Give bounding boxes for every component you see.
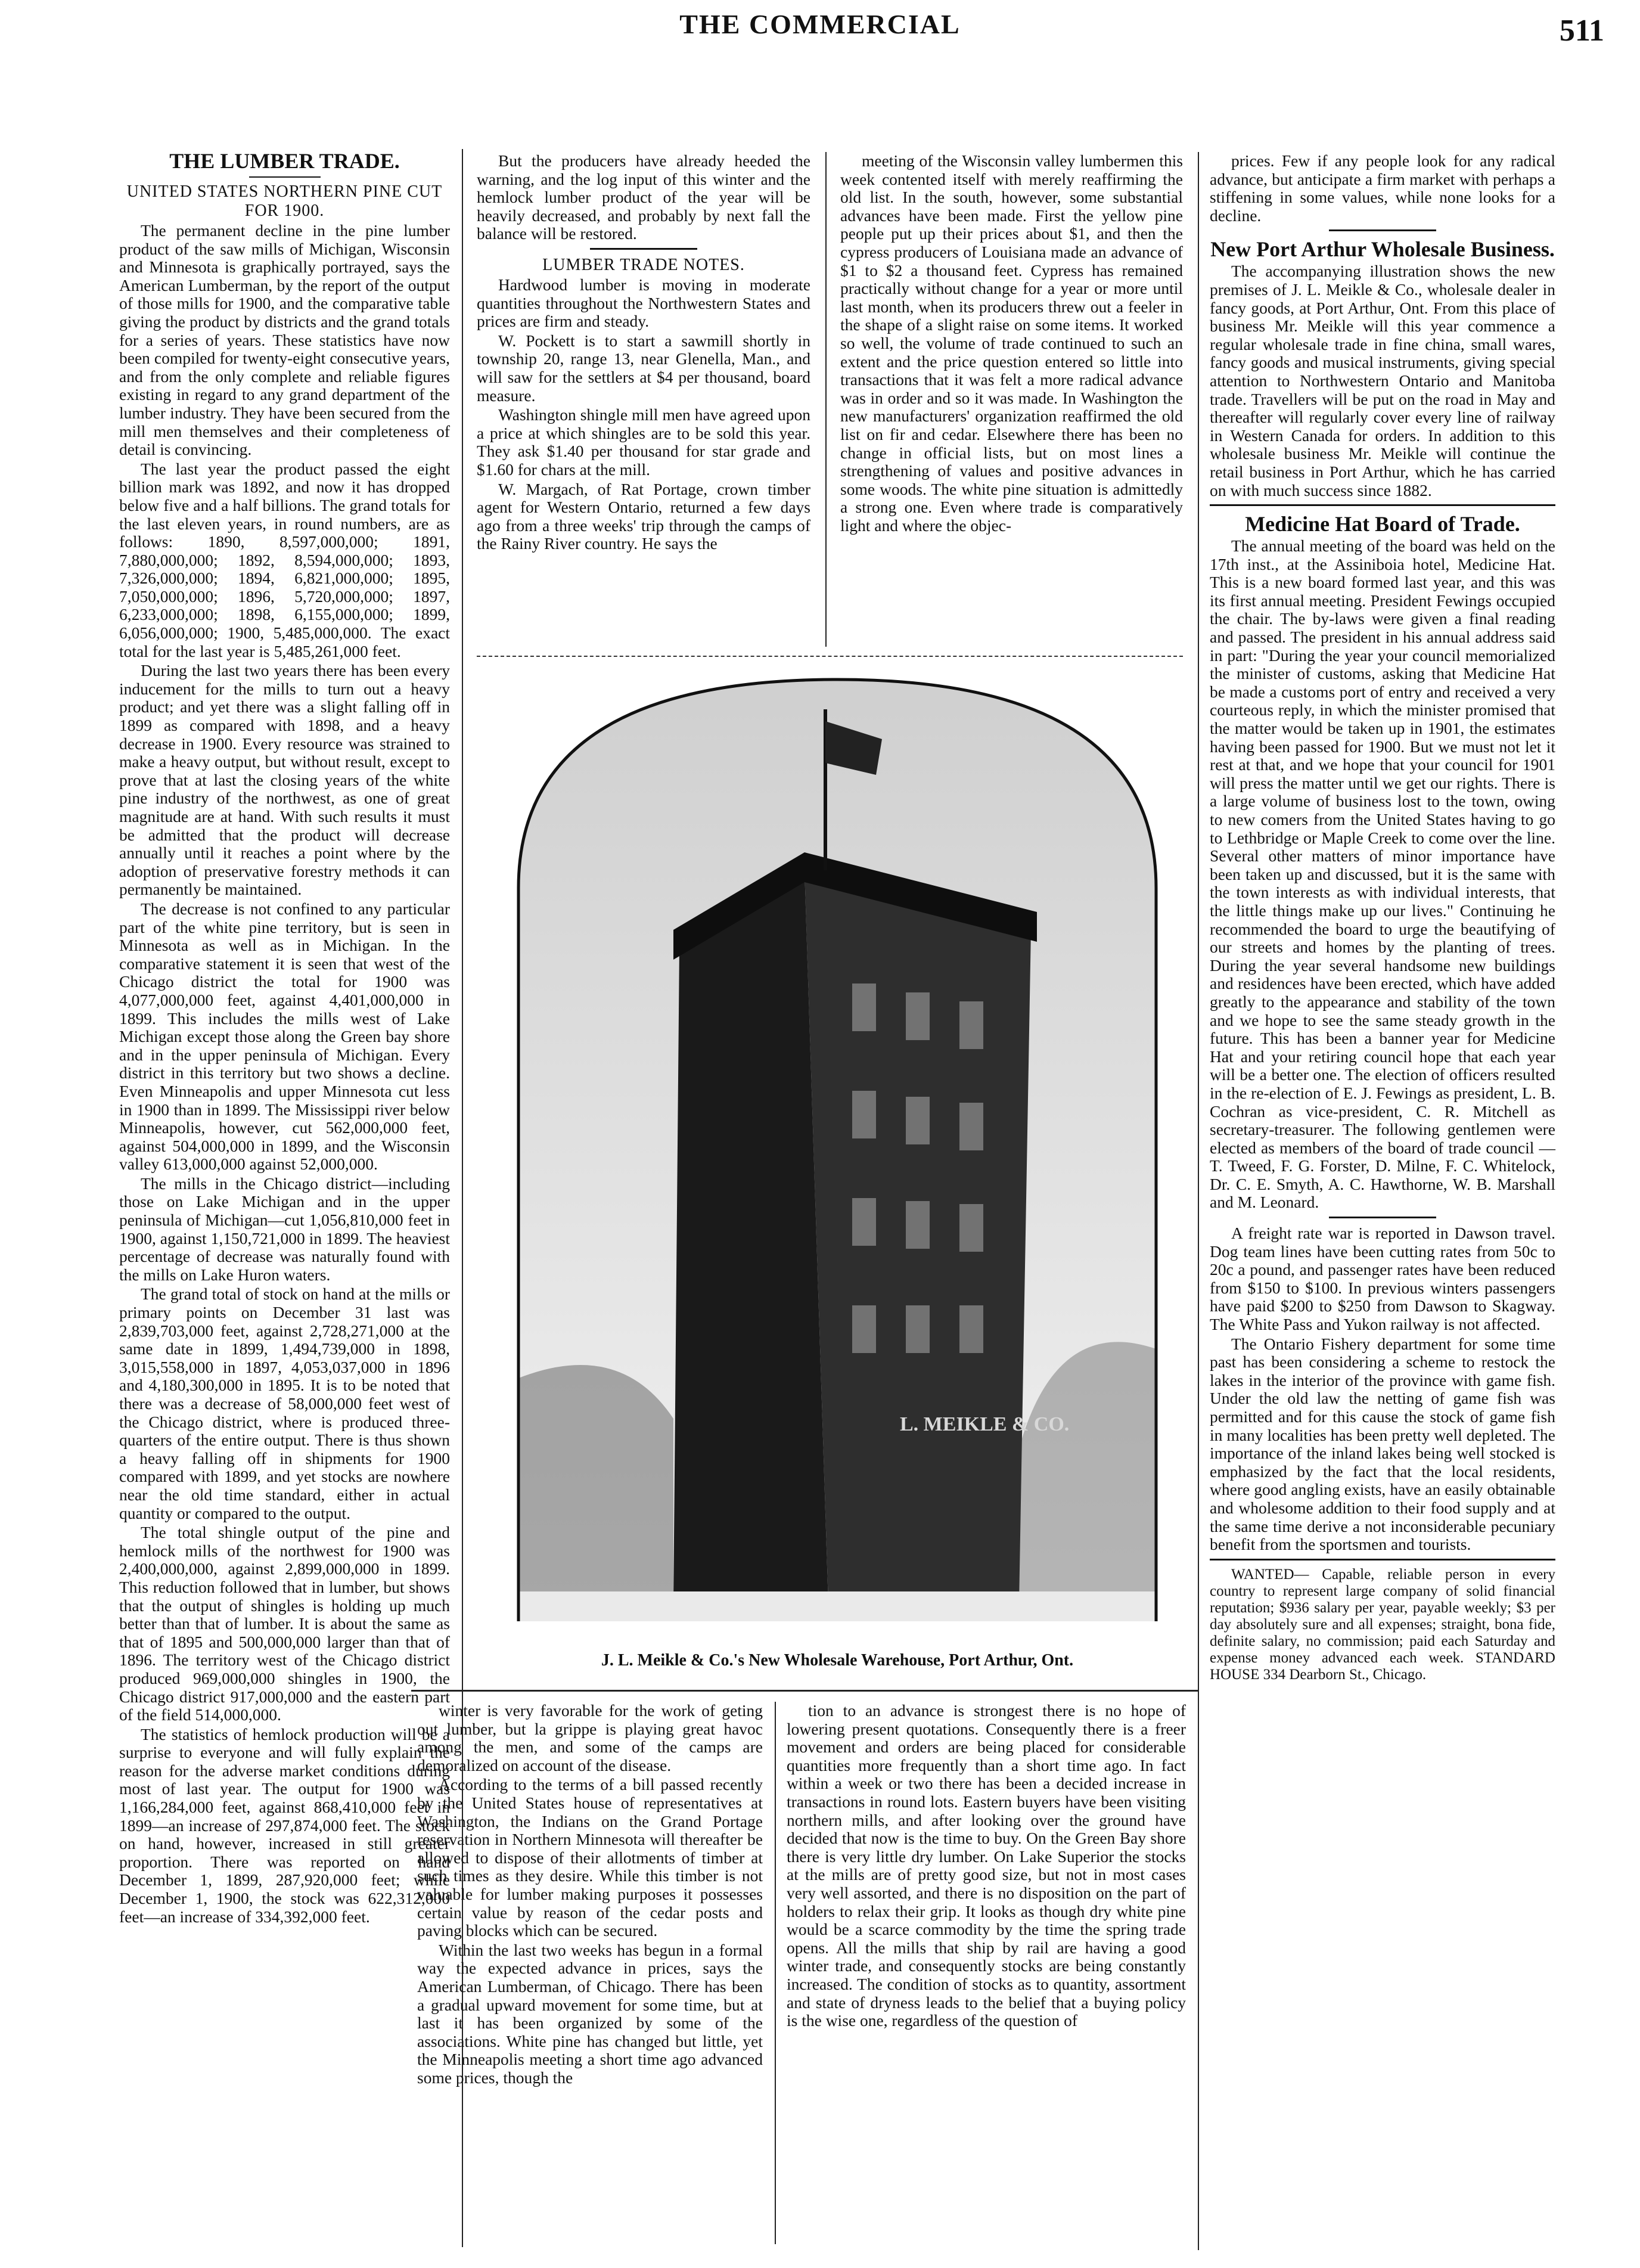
article-paragraph: During the last two years there has been every inducement for the mills to turn out a heavy product; and yet there was a slight falling off in 1899 as compared with 1898, and a heavy decrease in 1900. Every resource was strained to make a heavy output, but without result, except to prove that at last the closing years of the white pine industry of the northwest, as one of great magnitude are at hand. With such results it must be admitted that the product will decrease annually until it reaches a point where by the adoption of preservative forestry methods it can permanently be maintained. [119,661,450,899]
warehouse-illustration [495,674,1180,1621]
news-item-paragraph: A freight rate war is reported in Dawson travel. Dog team lines have been cutting rates from 50c to 20c a pound, and passenger rates have been reduced from $150 to $100. In previous winters passengers have paid $200 to $250 from Dawson to Skagway. The White Pass and Yukon railway is not affected. [1210,1224,1555,1334]
lumber-note-paragraph: Hardwood lumber is moving in moderate quantities throughout the Northwestern States and prices are firm and steady. [477,275,810,331]
article-paragraph: The decrease is not confined to any particular part of the white pine territory, but is seen in Minnesota as well as in Michigan. In the comparative statement it is seen that west of the Chicago district the total for 1900 was 4,077,000,000 feet, against 4,401,000,000 in 1899. This includes the mills west of Lake Michigan except those along the Green bay shore and in the upper peninsula of Michigan. Every district in this territory but two shows a decline. Even Minneapolis and upper Minnesota cut less in 1900 than in 1899. The Mississippi river below Minneapolis, however, cut 562,000,000 feet, against 504,000,000 in 1899, and the Wisconsin valley 613,000,000 against 52,000,000. [119,899,450,1174]
lumber-trade-notes-heading: LUMBER TRADE NOTES. [542,255,745,274]
news-item-paragraph: The Ontario Fishery department for some time past has been considering a scheme to restock the lakes in the interior of the province with game fish. Under the old law the netting of game fish was permitted and for this cause the stock of game fish in many localities has been pretty well depleted. The importance of the inland lakes being well stocked is emphasized by the fact that the local residents, where good angling exists, have an easily obtainable and wholesome addition to their food supply and at the same time derive a not inconsiderable pecuniary benefit from the sportsmen and tourists. [1210,1334,1555,1554]
column-3-bottom [787,1702,1186,2031]
warehouse-sign-text: L. MEIKLE & CO. [900,1413,1070,1435]
article-paragraph: Within the last two weeks has begun in a formal way the expected advance in prices, says the American Lumberman, of Chicago. There has been a gradual upward movement for some time, but at last it has been organized by some of the associations. White pine has changed but little, yet the Minneapolis meeting a short time ago advanced some prices, though the [417,1940,763,2087]
article-paragraph: The mills in the Chicago district—including those on Lake Michigan and in the upper peninsula of Michigan—cut 1,056,810,000 feet in 1900, against 1,150,721,000 in 1899. The heaviest percentage of decrease was naturally found with the mills on Lake Huron waters. [119,1174,450,1284]
lumber-trade-heading: THE LUMBER TRADE. [169,149,400,173]
lumber-note-paragraph: Washington shingle mill men have agreed upon a price at which shingles are to be sold this year. They ask $1.40 per thousand for star grade and $1.60 for chars at the mill. [477,405,810,479]
article-paragraph: meeting of the Wisconsin valley lumbermen this week contented itself with merely reaffirming the old list. In the south, however, some substantial advances have been made. First the yellow pine people put up their prices about $1, and then the cypress producers of Louisiana made an advance of $1 to $2 a thousand feet. Cypress has remained practically without change for a year or more until last month, when its producers threw out a feeler in the shape of a slight raise on some items. It worked so well, the volume of trade continued to such an extent and the price question entered so little into transactions that it was felt a more radical advance was in order and so it was made. In Washington the new manufacturers' organization reaffirmed the old list on fir and cedar. Elsewhere there has been no change in official lists, but on most lines a strengthening of values and positive advances in some woods. The white pine situation is admittedly a strong one. Even where trade is comparatively light and where the objec- [840,151,1183,535]
article-paragraph: The total shingle output of the pine and hemlock mills of the northwest for 1900 was 2,400,000,000, against 2,899,000,000 in 1899. This reduction followed that in lumber, but shows that the output of shingles is holding up much better than that of lumber. It is about the same as that of 1895 and 500,000,000 larger than that of 1896. The territory west of the Chicago district produced 969,000,000 shingles in 1900, the Chicago district 917,000,000 and the eastern part of the field 514,000,000. [119,1523,450,1724]
warehouse-photograph [495,674,1180,1621]
northern-pine-subheading: UNITED STATES NORTHERN PINE CUT FOR 1900. [126,182,443,220]
column-2-top [477,152,810,554]
article-paragraph: But the producers have already heeded the warning, and the log input of this winter and the hemlock lumber product of the year will be heavily decreased, and probably by next fall the balance will be restored. [477,151,810,243]
article-paragraph: The permanent decline in the pine lumber product of the saw mills of Michigan, Wisconsin and Minnesota is graphically portrayed, says the American Lumberman, by the report of the output of those mills for 1900, and the comparative table giving the product by districts and the grand totals for a series of years. These statistics have now been compiled for twenty-eight consecutive years, and from the only complete and reliable figures existing in regard to any grand department of the lumber industry. They have been secured from the mill men themselves and their completeness of detail is convincing. [119,221,450,459]
lumber-note-paragraph: W. Margach, of Rat Portage, crown timber agent for Western Ontario, returned a few days ago from a three weeks' trip through the camps of the Rainy River country. He says the [477,479,810,553]
article-paragraph: According to the terms of a bill passed recently by the United States house of representatives at Washington, the Indians on the Grand Portage reservation in Northern Minnesota will thereafter be allowed to dispose of their allotments of timber at such times as they desire. While this timber is not valuable for lumber making purposes it possesses certain value by reason of the cedar posts and paving blocks which can be secured. [417,1775,763,1940]
port-arthur-paragraph: The accompanying illustration shows the new premises of J. L. Meikle & Co., wholesale dealer in fancy goods, at Port Arthur, Ont. From this place of business Mr. Meikle will this year commence a regular wholesale trade in fine china, small wares, fancy goods and musical instruments, giving special attention to Northwestern Ontario and Manitoba trade. Travellers will be put on the road in May and thereafter will regularly cover every line of railway in Western Canada for orders. In addition to this wholesale business Mr. Meikle will continue the retail business in Port Arthur, which he has carried on with much success since 1882. [1210,262,1555,499]
photo-caption: J. L. Meikle & Co.'s New Wholesale Warehouse, Port Arthur, Ont. [601,1651,1074,1670]
wanted-advertisement: WANTED— Capable, reliable person in every country to represent large company of solid financial reputation; $936 salary per year, payable weekly; $3 per day absolutely sure and all expenses; straight, bona fide, definite salary, no commission; paid each Saturday and expense money advanced each week. STANDARD HOUSE 334 Dearborn St., Chicago. [1210,1566,1555,1683]
column-4 [1210,152,1555,1684]
masthead: THE COMMERCIAL [679,9,961,39]
port-arthur-heading: New Port Arthur Wholesale Business. [1210,237,1555,262]
column-lumber-trade [119,149,450,1927]
article-paragraph: tion to an advance is strongest there is no hope of lowering present quotations. Consequently there is a freer movement and orders are being placed for considerable quantities more frequently than a short time ago. In fact within a week or two there has been a decided increase in transactions in round lots. Eastern buyers have been visiting northern mills, and after looking over the ground have decided that now is the time to buy. On the Green Bay shore there is very little dry lumber. On Lake Superior the stocks at the mills are of pretty good size, but not in most cases very well assorted, and there is no disposition on the part of holders to relax their grip. It looks as though dry white pine would be a scarce commodity by the time the spring trade opens. All the mills that ship by rail are having a good winter trade, and consequently stocks are being constantly increased. The condition of stocks as to quantity, assortment and state of dryness leads to the belief that a buying policy is the wise one, regardless of the question of [787,1701,1186,2030]
article-paragraph: The last year the product passed the eight billion mark was 1892, and now it has dropped below five and a half billions. The grand totals for the last eleven years, in round numbers, are as follows: 1890, 8,597,000,000; 1891, 7,880,000,000; 1892, 8,594,000,000; 1893, 7,326,000,000; 1894, 6,821,000,000; 1895, 7,050,000,000; 1896, 5,720,000,000; 1897, 6,233,000,000; 1898, 6,155,000,000; 1899, 6,056,000,000; 1900, 5,485,000,000. The exact total for the last year is 5,485,261,000 feet. [119,459,450,660]
medicine-hat-heading: Medicine Hat Board of Trade. [1245,512,1520,536]
article-paragraph: prices. Few if any people look for any radical advance, but anticipate a firm market with perhaps a stiffening in some values, while none looks for a decline. [1210,151,1555,225]
lumber-note-paragraph: W. Pockett is to start a sawmill shortly in township 20, range 13, near Glenella, Man., and will saw for the settlers at $4 per thousand, board measure. [477,331,810,405]
column-2-bottom [417,1702,763,2088]
article-paragraph: The grand total of stock on hand at the mills or primary points on December 31 last was 2,839,703,000 feet, against 2,728,271,000 at the same date in 1899, 1,494,739,000 in 1898, 3,015,558,000 in 1897, 4,053,037,000 in 1896 and 4,180,300,000 in 1895. It is to be noted that there was a decrease of 58,000,000 feet west of the Chicago district, where is produced three-quarters of the entire output. There is thus shown a heavy falling off in shipments for 1900 compared with 1899, and yet stocks are nowhere near the old time standard, either in actual quantity or compared to the output. [119,1285,450,1522]
article-paragraph: The statistics of hemlock production will be a surprise to everyone and will fully explain the reason for the adverse market conditions during most of last year. The output for 1900 was 1,166,284,000 feet, against 868,410,000 feet in 1899—an increase of 297,874,000 feet. The stock on hand, however, increased in still greater proportion. There was reported on hand December 1, 1899, 287,920,000 feet; while December 1, 1900, the stock was 622,312,000 feet—an increase of 334,392,000 feet. [119,1724,450,1926]
article-paragraph: winter is very favorable for the work of geting out lumber, but la grippe is playing great havoc among the men, and some of the camps are demoralized on account of the disease. [417,1701,763,1774]
page-number: 511 [1559,14,1604,48]
medicine-hat-paragraph: The annual meeting of the board was held on the 17th inst., at the Assiniboia hotel, Medicine Hat. This is a new board formed last year, and this was its first annual meeting. President Fewings occupied the chair. The by-laws were given a final reading and passed. The president in his annual address said in part: "During the year your council memorialized the minister of customs, asking that Medicine Hat be made a customs port of entry and received a very courteous reply, in which the minister promised that the matter would be taken up in 1901, the estimates having been passed for 1900. But we must not let it rest at that, and we hope that your council for 1901 will press the matter until we get our rights. There is a large volume of business lost to the town, owing to new comers from the United States having to go to Lethbridge or Maple Creek to come over the line. Several other matters of minor importance have been taken up and discussed, but it is the same with the town interests as with individual interests, that the little things make up our lives." Continuing he recommended the board to urge the beautifying of our streets and homes by the planting of trees. During the year several handsome new buildings and residences have been erected, which have added greatly to the appearance and stability of the town and we hope to see the same steady growth in the future. This has been a banner year for Medicine Hat and your retiring council hope that each year will be a better one. The election of officers resulted in the re-election of E. J. Fewings as president, L. B. Cochran as vice-president, C. R. Mitchell as secretary-treasurer. The following gentlemen were elected as members of the board of trade council —T. Tweed, F. G. Forster, D. Milne, F. C. Whitelock, Dr. C. E. Smyth, A. C. Hawthorne, W. B. Marshall and M. Leonard. [1210,536,1555,1212]
column-3-top [840,152,1183,536]
